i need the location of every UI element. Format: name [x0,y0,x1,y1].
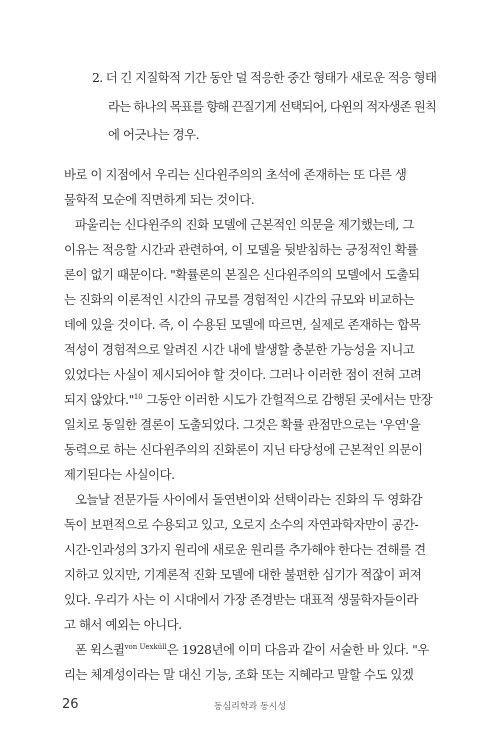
paragraph-line: 있었다는 사실이 제시되어야 할 것이다. 그러나 이러한 점이 전혀 고려 [64,367,422,382]
paragraph-continuation: 그동안 이러한 시도가 간헐적으로 감행된 곳에서는 만장 [142,392,433,407]
footnote-marker: 10 [133,393,143,401]
paragraph-line: 동력으로 하는 신다윈주의의 진화론이 지닌 타당성에 근본적인 의문이 [64,442,423,457]
paragraph-continuation: 은 1928년에 이미 다음과 같이 서술한 바 있다. "우 [166,642,429,657]
paragraph-line [75,642,429,658]
paragraph-line: 일치로 동일한 결론이 도출되었다. 그것은 확률 관점만으로는 '우연'을 [64,417,421,432]
paragraph-line: 리는 체계성이라는 말 대신 기능, 조화 또는 지혜라고 말할 수도 있겠 [64,667,414,682]
paragraph-line: 론이 없기 때문이다. "확률론의 본질은 신다윈주의의 모델에서 도출되 [64,267,420,282]
quote-end-text: 되지 않았다." [64,392,134,407]
author-name-superscript: von Uexküll [124,643,167,651]
paragraph-line: 있다. 우리가 사는 이 시대에서 가장 존경받는 대표적 생물학자들이라 [64,592,418,607]
paragraph-line: 제기된다는 사실이다. [64,467,175,482]
author-name: 폰 윅스퀼 [75,642,125,657]
paragraph-line: 파울리는 신다윈주의 진화 모델에 근본적인 의문을 제기했는데, 그 [75,217,414,232]
paragraph-line: 는 진화의 이론적인 시간의 규모를 경험적인 시간의 규모와 비교하는 [64,292,415,307]
list-item-line: 라는 하나의 목표를 향해 끈질기게 선택되어, 다윈의 적자생존 원칙 [108,99,437,114]
list-item-line: 2. 더 긴 지질학적 기간 동안 덜 적응한 중간 형태가 새로운 적응 형태 [92,70,437,85]
paragraph-line: 독이 보편적으로 수용되고 있고, 오로지 소수의 자연과학자만이 공간- [64,517,419,532]
paragraph-line: 바로 이 지점에서 우리는 신다윈주의의 초석에 존재하는 또 다른 생 [64,167,407,182]
page-number: 26 [62,697,79,712]
paragraph-line: 시간-인과성의 3가지 원리에 새로운 원리를 추가해야 한다는 견해를 견 [64,542,426,557]
paragraph-line: 지하고 있지만, 기계론적 진화 모델에 대한 불편한 심기가 적잖이 퍼져 [64,567,422,582]
paragraph-line: 적성이 경험적으로 알려진 시간 내에 발생할 충분한 가능성을 지니고 [64,342,415,357]
paragraph-line: 오늘날 전문가들 사이에서 돌연변이와 선택이라는 진화의 두 영화감 [75,492,422,507]
paragraph-line [64,392,432,408]
paragraph-line: 이유는 적응할 시간과 관련하여, 이 모델을 뒷받침하는 긍정적인 확률 [64,242,418,257]
paragraph-line: 고 해서 예외는 아니다. [64,617,182,632]
paragraph-line: 물학적 모순에 직면하게 되는 것이다. [64,192,255,207]
running-footer-title: 동심리학과 동시성 [213,702,287,712]
list-item-line: 에 어긋나는 경우. [108,127,200,142]
paragraph-line: 데에 있을 것이다. 즉, 이 수용된 모델에 따르면, 실제로 존재하는 합목 [64,317,421,332]
